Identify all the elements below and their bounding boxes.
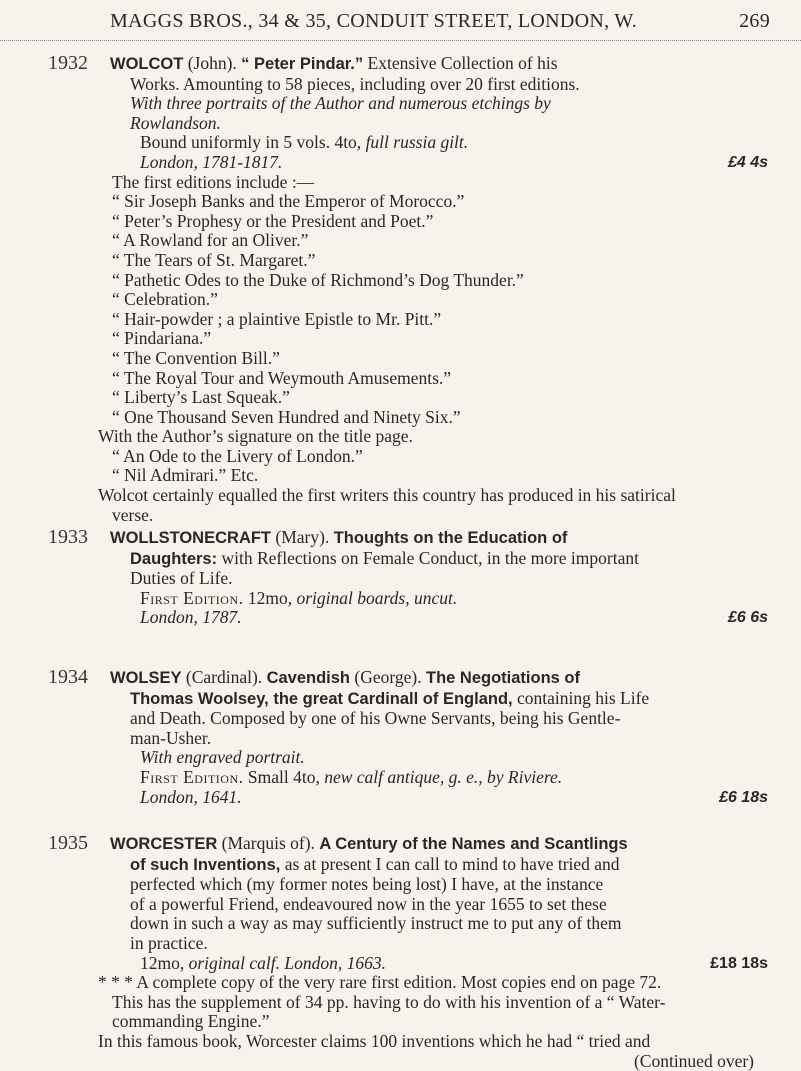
page-number: 269 [739, 10, 770, 32]
entry-heading: WOLCOT [110, 55, 184, 73]
entry-heading: WOLSEY [110, 669, 182, 687]
price: £18 18s [710, 954, 768, 972]
price: £6 18s [719, 788, 768, 806]
entry-heading: WOLLSTONECRAFT [110, 529, 272, 547]
continued-over: (Continued over) [633, 1050, 754, 1071]
entry-heading: WORCESTER [110, 835, 218, 853]
header-rule [0, 40, 801, 41]
price: £4 4s [727, 153, 768, 171]
entry-body: WOLCOT (John). “ Peter Pindar.” Extensive Collection of his Works. Amounting to 58 pieces, including over 20 first editions. With three portraits of the Author and numerous etchings by Rowlandson. Bound uniformly in 5 vols. 4to, full russia gilt. London, 1781-1817. £4 4s The first editions include :— “ Sir Joseph Banks and the Emperor of Morocco.” “ Peter’s Prophesy or the President and Poet.” “ A Rowland for an Oliver.” “ The Tears of St. Margaret.” “ Pathetic Odes to the Duke of Richmond’s Dog Thunder.” “ Celebration.” “ Hair-powder ; a plaintive Epistle to Mr. Pitt.” “ Pindariana.” “ The Convention Bill.” “ The Royal Tour and Weymouth Amusements.” “ Liberty’s Last Squeak.” “ One Thousand Seven Hundred and Ninety Six.” With the Author’s signature on the title page. “ An Ode to the Livery of London.” “ Nil Admirari.” Etc. Wolcot certainly equalled the first writers this country has produced in his satirical verse. [98, 53, 768, 525]
entry-body: WOLLSTONECRAFT (Mary). Thoughts on the Education of Daughters: with Reflections on Female Conduct, in the more important Duties of Life. First Edition. 12mo, original boards, uncut. London, 1787. £6 6s [110, 527, 768, 628]
lot-number: 1932 [48, 52, 88, 74]
entry-body: WOLSEY (Cardinal). Cavendish (George). The Negotiations of Thomas Woolsey, the great Cardinall of England, containing his Life and Death. Composed by one of his Owne Servants, being his Gentle- man-Usher. With engraved portrait. First Edition. Small 4to, new calf antique, g. e., by Riviere. London, 1641. £6 18s [110, 667, 768, 807]
page-header [110, 10, 770, 33]
price: £6 6s [727, 609, 768, 627]
lot-number: 1934 [48, 666, 88, 688]
lot-number: 1933 [48, 526, 88, 548]
header-text: MAGGS BROS., 34 & 35, CONDUIT STREET, LONDON, W. [110, 10, 638, 32]
lot-number: 1935 [48, 832, 88, 854]
entry-body: WORCESTER (Marquis of). A Century of the Names and Scantlings of such Inventions, as at present I can call to mind to have tried and perfected which (my former notes being lost) I have, at the instance of a powerful Friend, endeavoured now in the year 1655 to set these down in such a way as may sufficiently instruct me to put any of them in practice. 12mo, original calf. London, 1663. £18 18s * * * A complete copy of the very rare first edition. Most copies end on page 72. This has the supplement of 34 pp. having to do with his invention of a “ Water- commanding Engine.” In this famous book, Worcester claims 100 inventions which he had “ tried and (Continued over) [98, 833, 768, 1071]
